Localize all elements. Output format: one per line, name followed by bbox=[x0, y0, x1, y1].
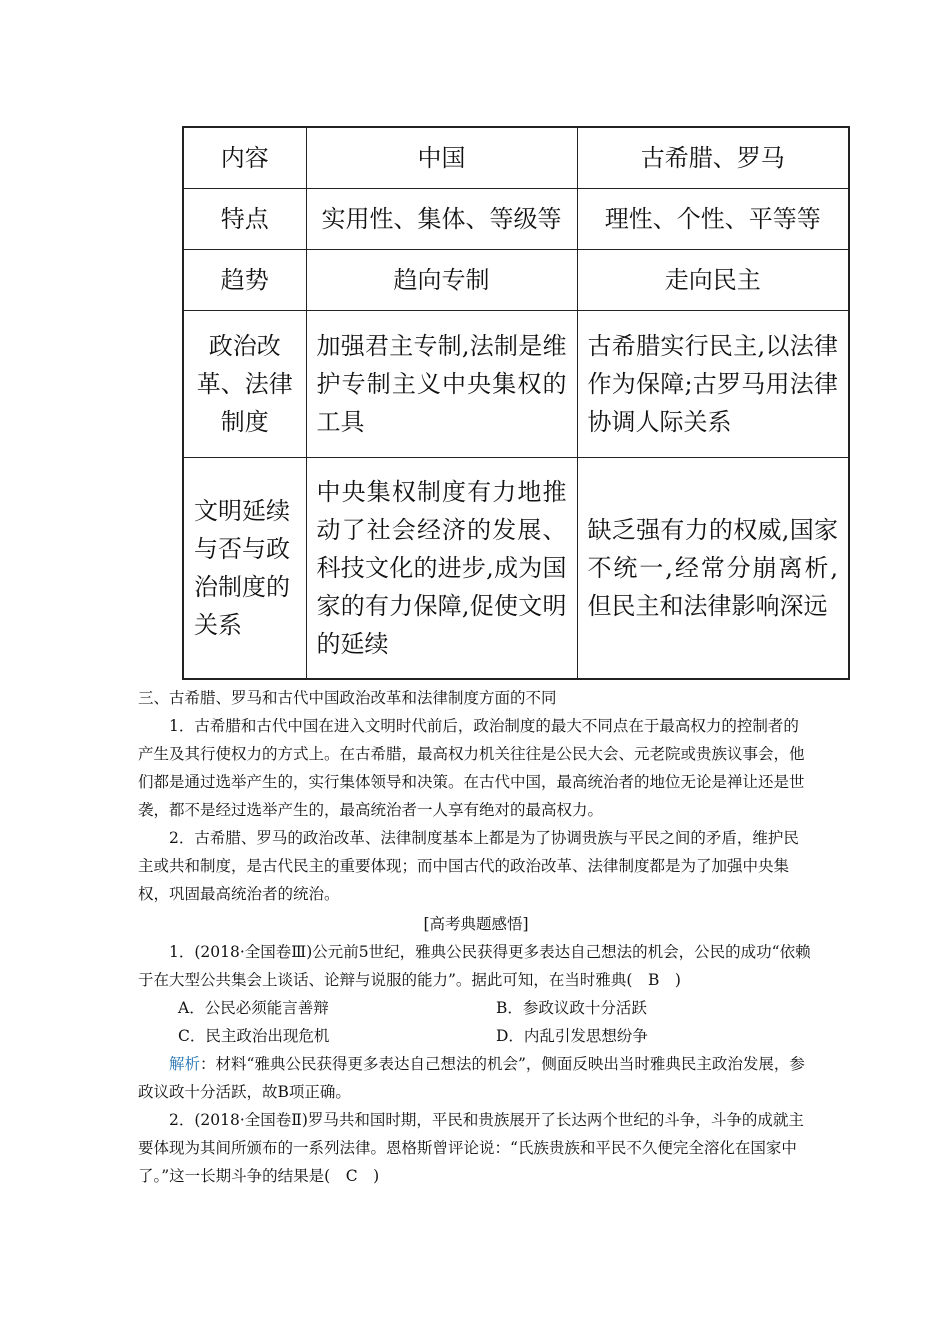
question-2-stem: 2．(2018·全国卷Ⅱ)罗马共和国时期，平民和贵族展开了长达两个世纪的斗争，斗争的成就主要体现为其间所颁布的一系列法律。恩格斯曾评论说：“氏族贵族和平民不久便完全溶化在国家中了。”这一长期斗争的结果是( C ) bbox=[138, 1111, 804, 1185]
option-a: A．公民必须能言善辩 bbox=[178, 999, 329, 1017]
row-label: 特点 bbox=[183, 189, 306, 250]
cell-greece: 走向民主 bbox=[577, 250, 849, 311]
cell-china: 中央集权制度有力地推动了社会经济的发展、科技文化的进步,成为国家的有力保障,促使文明的延续 bbox=[306, 458, 577, 680]
row-label: 政治改革、法律制度 bbox=[183, 311, 306, 458]
paragraph-2: 2．古希腊、罗马的政治改革、法律制度基本上都是为了协调贵族与平民之间的矛盾，维护民主或共和制度，是古代民主的重要体现；而中国古代的政治改革、法律制度都是为了加强中央集权，巩固最高统治者的统治。 bbox=[138, 829, 799, 903]
cell-china: 加强君主专制,法制是维护专制主义中央集权的工具 bbox=[306, 311, 577, 458]
question-1-stem: 1．(2018·全国卷Ⅲ)公元前5世纪，雅典公民获得更多表达自己想法的机会，公民的成功“依赖于在大型公共集会上谈话、论辩与说服的能力”。据此可知，在当时雅典( B ) bbox=[138, 943, 811, 989]
analysis-label: 解析 bbox=[169, 1055, 201, 1073]
row-label: 趋势 bbox=[183, 250, 306, 311]
comparison-table bbox=[182, 126, 850, 680]
question-1-analysis bbox=[138, 1050, 814, 1106]
option-b: B．参政议政十分活跃 bbox=[496, 999, 647, 1017]
cell-china: 实用性、集体、等级等 bbox=[306, 189, 577, 250]
table-row bbox=[183, 311, 849, 458]
option-d: D．内乱引发思想纷争 bbox=[496, 1027, 648, 1045]
section-heading: 三、古希腊、罗马和古代中国政治改革和法律制度方面的不同 bbox=[138, 689, 557, 707]
paragraph-1: 1．古希腊和古代中国在进入文明时代前后，政治制度的最大不同点在于最高权力的控制者的产生及其行使权力的方式上。在古希腊，最高权力机关往往是公民大会、元老院或贵族议事会，他们都是通过选举产生的，实行集体领导和决策。在古代中国，最高统治者的地位无论是禅让还是世袭，都不是经过选举产生的，最高统治者一人享有绝对的最高权力。 bbox=[138, 717, 805, 819]
table-row bbox=[183, 250, 849, 311]
question-1-options bbox=[138, 994, 814, 1050]
cell-greece: 理性、个性、平等等 bbox=[577, 189, 849, 250]
section-three bbox=[138, 684, 814, 1190]
table-row bbox=[183, 458, 849, 680]
cell-china: 趋向专制 bbox=[306, 250, 577, 311]
cell-greece: 古希腊实行民主,以法律作为保障;古罗马用法律协调人际关系 bbox=[577, 311, 849, 458]
header-greece-rome: 古希腊、罗马 bbox=[577, 127, 849, 189]
analysis-text: ：材料“雅典公民获得更多表达自己想法的机会”，侧面反映出当时雅典民主政治发展，参政议政十分活跃，故B项正确。 bbox=[138, 1055, 805, 1101]
header-china: 中国 bbox=[306, 127, 577, 189]
table-row bbox=[183, 189, 849, 250]
option-c: C．民主政治出现危机 bbox=[178, 1027, 330, 1045]
gaokao-title: [高考典题感悟] bbox=[423, 915, 529, 933]
table-header-row bbox=[183, 127, 849, 189]
header-content: 内容 bbox=[183, 127, 306, 189]
row-label: 文明延续与否与政治制度的关系 bbox=[183, 458, 306, 680]
cell-greece: 缺乏强有力的权威,国家不统一,经常分崩离析,但民主和法律影响深远 bbox=[577, 458, 849, 680]
